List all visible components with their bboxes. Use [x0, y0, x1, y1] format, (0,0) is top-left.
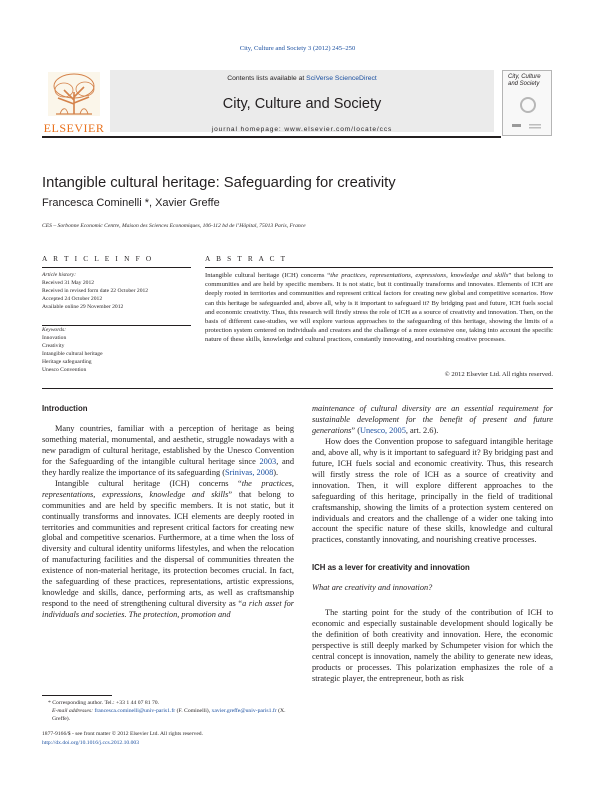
section-title-ich-lever: ICH as a lever for creativity and innovation: [312, 563, 470, 573]
publisher-name: ELSEVIER: [43, 121, 105, 135]
keyword-item: Intangible cultural heritage: [42, 350, 103, 357]
divider: [42, 388, 553, 389]
email-link[interactable]: xavier.greffe@univ-paris1.fr: [211, 708, 277, 715]
abstract-text: Intangible cultural heritage (ICH) concerns “the practices, representations, expressions, knowledge and skills” that belong to communities and are held by specific members. It is not static, but it continually transforms and innovates. Elements of ICH are deeply rooted in territories and communities and represent critical factors for creating new global and competitive scenarios. How can this heritage be safeguarded and, above all, why is it important to safeguard it? By bridging past and future, ICH fuels social and economic creativity. Thus, this research will firstly stress the role of ICH as a source of creativity and innovation. Then, on the basis of different case-studies, we will explore various approaches to the safeguarding of this heritage, showing the limits of a protection system centered on individuals and creators and the challenge of a more extensive one, taking into account the specific nature of these skills, knowledge and cultural practices, constantly innovating, and nourishing creative processes.: [205, 272, 554, 344]
history-item: Available online 29 November 2012: [42, 303, 124, 310]
subsection-title: What are creativity and innovation?: [312, 583, 433, 593]
body-column-right: [312, 404, 553, 685]
history-label: Article history:: [42, 272, 77, 278]
keywords-label: Keywords:: [42, 327, 67, 333]
contents-line: [110, 75, 494, 82]
divider: [42, 267, 191, 268]
author-affiliation: CES – Sorbonne Economic Centre, Maison des Sciences Economiques, 106-112 bd de l’Hôpital, 75013 Paris, France: [42, 223, 306, 229]
copyright-notice: © 2012 Elsevier Ltd. All rights reserved.: [444, 371, 553, 378]
email-addresses: E-mail addresses: francesca.cominelli@univ-paris1.fr (F. Cominelli), xavier.greffe@univ-paris1.fr (X. Greffe).: [52, 708, 286, 723]
article-info-heading: A R T I C L E I N F O: [42, 254, 154, 263]
journal-title: City, Culture and Society: [222, 96, 382, 112]
citation-link[interactable]: 2003: [259, 456, 277, 466]
keywords-list: [42, 327, 192, 374]
footnote-divider: [42, 695, 112, 696]
keyword-item: Unesco Convention: [42, 366, 87, 373]
citation-link[interactable]: Srinivas, 2008: [225, 467, 274, 477]
cover-title: City, Culture and Society: [508, 74, 541, 87]
paragraph: How does the Convention propose to safeguard intangible heritage and, above all, why is it important to safeguard it? By bridging past and future, ICH fuels social and economic creativity. Thus, this research will firstly stress the role of ICH as a source of creativity and innovation. Then, it will explore different approaches to the safeguarding of this heritage, principally in the field of traditional craftsmanship, showing the limits of a protection system centered on individuals and creators and the challenge of a wider one taking into account the specific nature of these skills, knowledge and cultural practices, constantly innovating, and nourishing creative processes.: [312, 436, 553, 545]
article-history: [42, 272, 192, 312]
keyword-item: Heritage safeguarding: [42, 358, 92, 365]
elsevier-tree-logo: [42, 70, 106, 136]
journal-reference[interactable]: City, Culture and Society 3 (2012) 245–250: [239, 45, 356, 52]
keyword-item: Creativity: [42, 342, 65, 349]
history-item: Received in revised form date 22 October 2012: [42, 287, 149, 294]
divider: [205, 267, 553, 268]
issn-line: 1877-9166/$ - see front matter © 2012 Elsevier Ltd. All rights reserved.: [42, 731, 203, 737]
paragraph: Many countries, familiar with a perception of heritage as being something material, monumental, and aesthetic, struggle nowadays with a new paradigm of cultural heritage, established by the Unesco Convention for the Safeguarding of the intangible cultural heritage since 2003, and they hardly realize the importance of its safeguarding (Srinivas, 2008).: [42, 423, 294, 477]
divider: [42, 325, 191, 326]
article-title: Intangible cultural heritage: Safeguarding for creativity: [42, 175, 396, 191]
history-item: Accepted 24 October 2012: [42, 295, 103, 302]
section-title-introduction: Introduction: [42, 404, 88, 413]
contents-prefix: Contents lists available at: [227, 75, 307, 82]
sciencedirect-link[interactable]: SciVerse ScienceDirect: [306, 75, 377, 82]
paragraph: Intangible cultural heritage (ICH) concerns “the practices, representations, expressions, knowledge and skills” that belong to communities and are held by specific members. It is not static, but it continually transforms and innovates. ICH elements are deeply rooted in territories and communities and represent critical factors for creating new global and competitive scenarios. Furthermore, at a time when the loss of diversity and cultural identity uniforms lifestyles, and when the relocation of manufacturing facilities and the dispersal of communities threaten the existence of non-material heritage, its protection becomes crucial. In fact, the safeguarding of these practices, representations, artistic expressions, knowledge and skills, dance, performing arts, as well as craftsmanship respond to the need of strengthening cultural diversity as “a rich asset for individuals and societies. The protection, promotion and: [42, 478, 295, 620]
corresponding-author: * Corresponding author. Tel.: +33 1 44 07 81 70.: [48, 700, 160, 706]
paragraph: maintenance of cultural diversity are an essential requirement for sustainable development for the benefit of present and future generations” (Unesco, 2005, art. 2.6).: [312, 404, 553, 435]
citation-link[interactable]: Unesco, 2005: [359, 425, 406, 435]
doi-link[interactable]: http://dx.doi.org/10.1016/j.ccs.2012.10.003: [42, 739, 140, 746]
article-authors: Francesca Cominelli *, Xavier Greffe: [42, 197, 220, 209]
article-meta-footer: [42, 730, 302, 747]
journal-homepage[interactable]: journal homepage: www.elsevier.com/locate/ccs: [211, 126, 393, 133]
footnote: [42, 699, 294, 724]
email-link[interactable]: francesca.cominelli@univ-paris1.fr: [94, 708, 176, 715]
abstract-heading: A B S T R A C T: [205, 254, 288, 263]
paragraph: The starting point for the study of the contribution of ICH to economic and especially sustainable development should logically be the definition of both creativity and innovation. Here, the economic perspective is still deeply marked by Schumpeter vision for which the central concept is innovation, namely the ability to generate new ideas, products or processes. This polarization emphasizes the role of a strategic player, the entrepreneur, both as risk: [312, 608, 553, 684]
keyword-item: Innovation: [42, 334, 67, 341]
history-item: Received 31 May 2012: [42, 279, 95, 286]
body-column-left: [42, 404, 294, 621]
